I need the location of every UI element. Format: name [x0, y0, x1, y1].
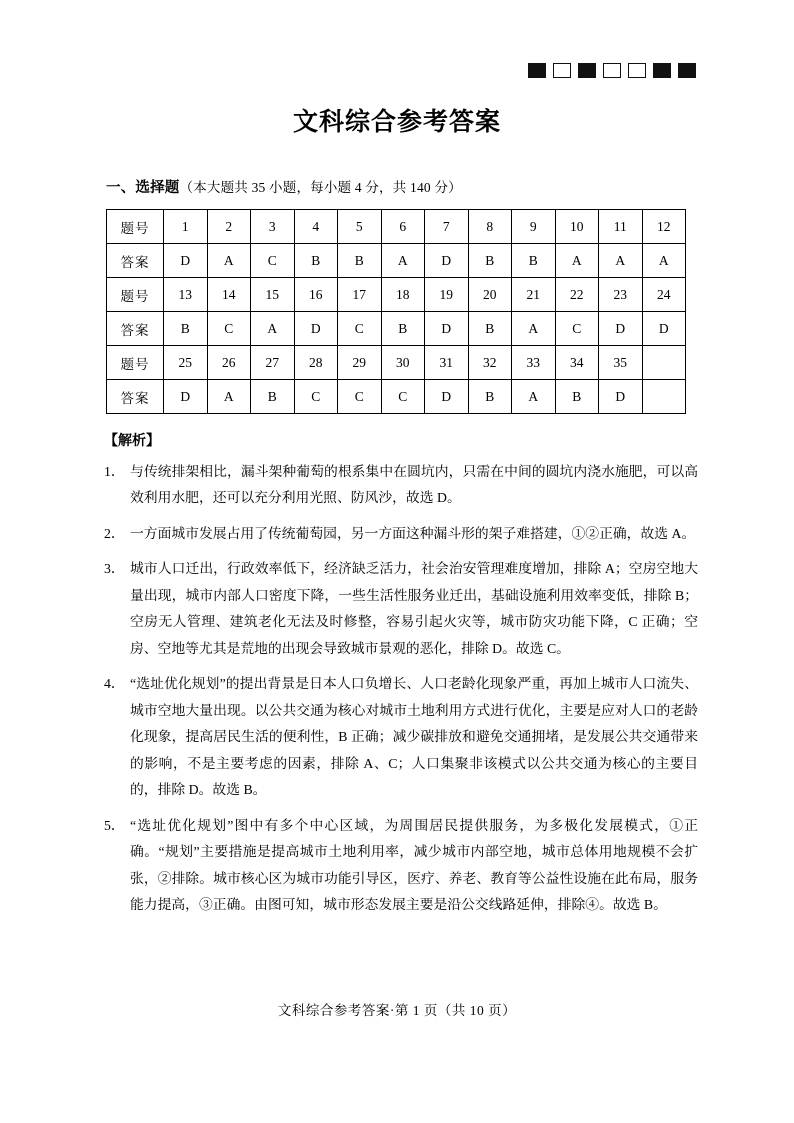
question-cell: 29: [338, 346, 382, 380]
question-cell: 12: [642, 210, 686, 244]
item-number: 2．: [104, 525, 125, 541]
answer-cell: D: [164, 380, 208, 414]
question-cell: 2: [207, 210, 251, 244]
barcode-marks: [96, 60, 698, 80]
question-cell: 20: [468, 278, 512, 312]
question-cell: 6: [381, 210, 425, 244]
answer-cell: D: [294, 312, 338, 346]
question-cell: 10: [555, 210, 599, 244]
question-cell: 21: [512, 278, 556, 312]
answer-cell: C: [251, 244, 295, 278]
table-row: [107, 210, 686, 244]
answer-cell: D: [642, 312, 686, 346]
row-header-question-3: 题号: [107, 346, 164, 380]
question-cell: 17: [338, 278, 382, 312]
list-item: [96, 459, 698, 512]
question-cell: 26: [207, 346, 251, 380]
barcode-mark-5: [628, 63, 646, 78]
section-heading: [106, 176, 698, 197]
answer-cell: B: [251, 380, 295, 414]
question-cell: 22: [555, 278, 599, 312]
answer-cell: C: [555, 312, 599, 346]
row-header-question-1: 题号: [107, 210, 164, 244]
question-cell: 13: [164, 278, 208, 312]
question-cell: 15: [251, 278, 295, 312]
list-item: [96, 671, 698, 803]
page-content: [96, 60, 698, 919]
item-text: 与传统排架相比，漏斗架种葡萄的根系集中在圆坑内，只需在中间的圆坑内浇水施肥，可以高效利用水肥，还可以充分利用光照、防风沙，故选 D。: [130, 464, 698, 506]
answer-cell: A: [207, 380, 251, 414]
question-cell: 19: [425, 278, 469, 312]
question-cell: 9: [512, 210, 556, 244]
item-text: 一方面城市发展占用了传统葡萄园，另一方面这种漏斗形的架子难搭建，①②正确，故选 A。: [130, 525, 696, 541]
answer-cell: C: [338, 380, 382, 414]
answer-cell: B: [468, 312, 512, 346]
question-cell: 23: [599, 278, 643, 312]
question-cell: 4: [294, 210, 338, 244]
question-cell: 18: [381, 278, 425, 312]
barcode-mark-3: [578, 63, 596, 78]
question-cell: 28: [294, 346, 338, 380]
answer-cell: B: [555, 380, 599, 414]
answer-cell: A: [555, 244, 599, 278]
question-cell: 25: [164, 346, 208, 380]
question-cell: 8: [468, 210, 512, 244]
answer-cell: C: [294, 380, 338, 414]
page-title: 文科综合参考答案: [292, 109, 501, 136]
row-header-answer-3: 答案: [107, 380, 164, 414]
question-cell: 24: [642, 278, 686, 312]
item-text: “选址优化规划”的提出背景是日本人口负增长、人口老龄化现象严重，再加上城市人口流失、城市空地大量出现。以公共交通为核心对城市土地利用方式进行优化，主要是应对人口的老龄化现象，提高居民生活的便利性，B 正确；减少碳排放和避免交通拥堵，是发展公共交通带来的影响，不是主要考虑的因素，排除 A、C；人口集聚非该模式以公共交通为核心的主要目的，排除 D。故选 B。: [130, 676, 698, 798]
question-cell: 3: [251, 210, 295, 244]
question-cell: 33: [512, 346, 556, 380]
explanation-label: 【解析】: [104, 434, 160, 449]
question-cell: 32: [468, 346, 512, 380]
answer-cell: D: [425, 312, 469, 346]
table-row: [107, 278, 686, 312]
row-header-answer-1: 答案: [107, 244, 164, 278]
barcode-mark-1: [528, 63, 546, 78]
answer-cell: A: [512, 312, 556, 346]
answer-cell: A: [599, 244, 643, 278]
answer-cell: D: [425, 380, 469, 414]
row-header-answer-2: 答案: [107, 312, 164, 346]
list-item: [96, 556, 698, 662]
answer-cell: B: [381, 312, 425, 346]
item-number: 5．: [104, 817, 125, 833]
question-cell: 27: [251, 346, 295, 380]
question-cell: 11: [599, 210, 643, 244]
answer-cell: C: [381, 380, 425, 414]
answer-cell: A: [251, 312, 295, 346]
table-row: [107, 312, 686, 346]
barcode-mark-6: [653, 63, 671, 78]
question-cell: 35: [599, 346, 643, 380]
question-cell: 31: [425, 346, 469, 380]
list-item: [96, 521, 698, 547]
answer-cell: D: [599, 380, 643, 414]
question-cell: 7: [425, 210, 469, 244]
question-cell: 16: [294, 278, 338, 312]
question-cell: 1: [164, 210, 208, 244]
answer-cell: B: [468, 244, 512, 278]
item-text: “选址优化规划”图中有多个中心区域，为周围居民提供服务，为多极化发展模式，①正确。“规划”主要措施是提高城市土地利用率，减少城市内部空地，城市总体用地规模不会扩张，②排除。城市核心区为城市功能引导区，医疗、养老、教育等公益性设施在此布局，服务能力提高，③正确。由图可知，城市形态发展主要是沿公交线路延伸，排除④。故选 B。: [130, 817, 698, 913]
item-text: 城市人口迁出，行政效率低下，经济缺乏活力，社会治安管理难度增加，排除 A；空房空地大量出现，城市内部人口密度下降，一些生活性服务业迁出，基础设施利用效率变低，排除 B；空房无人管理、建筑老化无法及时修整，容易引起火灾等，城市防灾功能下降，C 正确；空房、空地等尤其是荒地的出现会导致城市景观的恶化，排除 D。故选 C。: [130, 561, 698, 656]
answer-cell: A: [207, 244, 251, 278]
section-label: 一、选择题: [106, 180, 180, 196]
answer-cell-empty: [642, 380, 686, 414]
section-note: （本大题共 35 小题，每小题 4 分，共 140 分）: [179, 180, 462, 195]
answer-cell: A: [642, 244, 686, 278]
answer-cell: C: [207, 312, 251, 346]
question-cell-empty: [642, 346, 686, 380]
page-footer: 文科综合参考答案·第 1 页（共 10 页）: [277, 1003, 517, 1018]
answer-cell: C: [338, 312, 382, 346]
barcode-mark-4: [603, 63, 621, 78]
row-header-question-2: 题号: [107, 278, 164, 312]
question-cell: 5: [338, 210, 382, 244]
question-cell: 14: [207, 278, 251, 312]
item-number: 4．: [104, 676, 125, 692]
table-row: [107, 346, 686, 380]
question-cell: 34: [555, 346, 599, 380]
question-cell: 30: [381, 346, 425, 380]
table-row: [107, 380, 686, 414]
barcode-mark-7: [678, 63, 696, 78]
answer-cell: B: [468, 380, 512, 414]
answer-cell: B: [338, 244, 382, 278]
answer-cell: A: [381, 244, 425, 278]
item-number: 1．: [104, 464, 125, 479]
answer-cell: B: [294, 244, 338, 278]
table-row: [107, 244, 686, 278]
answer-cell: D: [599, 312, 643, 346]
item-number: 3．: [104, 561, 125, 577]
barcode-mark-2: [553, 63, 571, 78]
answer-cell: A: [512, 380, 556, 414]
answer-cell: D: [425, 244, 469, 278]
answer-cell: B: [164, 312, 208, 346]
list-item: [96, 813, 698, 919]
answer-cell: D: [164, 244, 208, 278]
explanation-list: [96, 459, 698, 919]
answer-cell: B: [512, 244, 556, 278]
answer-table: [106, 209, 686, 414]
